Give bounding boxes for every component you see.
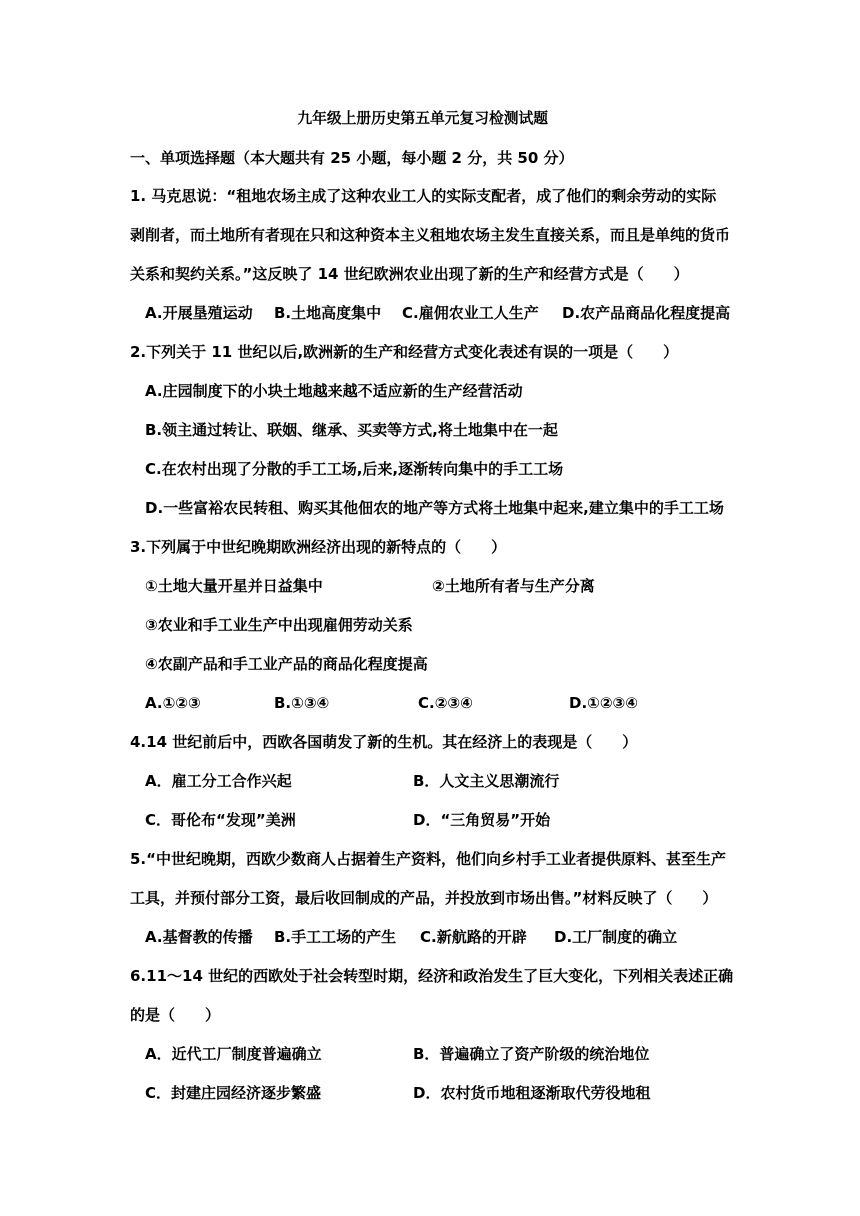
q6-stem-line-1: 6.11～14 世纪的西欧处于社会转型时期，经济和政治发生了巨大变化，下列相关表述正确 — [130, 967, 734, 985]
q4-option-d: D．“三角贸易”开始 — [413, 811, 551, 829]
section-heading: 一、单项选择题（本大题共有 25 小题，每小题 2 分，共 50 分） — [130, 149, 574, 167]
q5-option-c: C.新航路的开辟 — [420, 928, 527, 946]
q3-option-d: D.①②③④ — [569, 694, 638, 712]
q3-item-4: ④农副产品和手工业产品的商品化程度提高 — [145, 655, 428, 673]
q6-option-a: A．近代工厂制度普遍确立 — [145, 1045, 322, 1063]
q3-option-a: A.①②③ — [145, 694, 201, 712]
q1-option-d: D.农产品商品化程度提高 — [562, 304, 731, 322]
q6-stem-line-2: 的是（ ） — [130, 1006, 221, 1024]
q2-option-b: B.领主通过转让、联姻、继承、买卖等方式,将土地集中在一起 — [145, 421, 558, 439]
q3-option-b: B.①③④ — [274, 694, 330, 712]
q1-stem-line-2: 剥削者，而土地所有者现在只和这种资本主义租地农场主发生直接关系，而且是单纯的货币 — [130, 226, 731, 244]
q1-stem-line-3: 关系和契约关系。”这反映了 14 世纪欧洲农业出现了新的生产和经营方式是（ ） — [130, 265, 689, 283]
q2-option-c: C.在农村出现了分散的手工工场,后来,逐渐转向集中的手工工场 — [145, 460, 564, 478]
page-title: 九年级上册历史第五单元复习检测试题 — [297, 109, 549, 127]
q4-option-a: A．雇工分工合作兴起 — [145, 772, 292, 790]
q1-option-a: A.开展垦殖运动 — [145, 304, 253, 322]
q5-option-b: B.手工工场的产生 — [274, 928, 397, 946]
q6-option-d: D．农村货币地租逐渐取代劳役地租 — [413, 1084, 651, 1102]
q4-stem: 4.14 世纪前后中，西欧各国萌发了新的生机。其在经济上的表现是（ ） — [130, 733, 638, 751]
q1-option-c: C.雇佣农业工人生产 — [402, 304, 539, 322]
q3-item-3: ③农业和手工业生产中出现雇佣劳动关系 — [145, 616, 413, 634]
q3-item-1: ①土地大量开星并日益集中 — [145, 577, 323, 595]
q3-stem: 3.下列属于中世纪晚期欧洲经济出现的新特点的（ ） — [130, 538, 507, 556]
q2-option-d: D.一些富裕农民转租、购买其他佃农的地产等方式将土地集中起来,建立集中的手工工场 — [145, 499, 724, 517]
q5-option-d: D.工厂制度的确立 — [554, 928, 678, 946]
q6-option-b: B．普遍确立了资产阶级的统治地位 — [413, 1045, 650, 1063]
q4-option-b: B．人文主义思潮流行 — [413, 772, 560, 790]
q5-stem-line-2: 工具，并预付部分工资，最后收回制成的产品，并投放到市场出售。”材料反映了（ ） — [130, 889, 718, 907]
q5-option-a: A.基督教的传播 — [145, 928, 253, 946]
q3-option-c: C.②③④ — [418, 694, 473, 712]
q6-option-c: C．封建庄园经济逐步繁盛 — [145, 1084, 322, 1102]
q2-stem: 2.下列关于 11 世纪以后,欧洲新的生产和经营方式变化表述有误的一项是（ ） — [130, 343, 679, 361]
q1-option-b: B.土地高度集中 — [274, 304, 382, 322]
q1-stem-line-1: 1. 马克思说：“租地农场主成了这种农业工人的实际支配者，成了他们的剩余劳动的实际 — [130, 187, 717, 205]
q5-stem-line-1: 5.“中世纪晚期，西欧少数商人占据着生产资料，他们向乡村手工业者提供原料、甚至生产 — [130, 850, 726, 868]
q2-option-a: A.庄园制度下的小块土地越来越不适应新的生产经营活动 — [145, 382, 523, 400]
q3-item-2: ②土地所有者与生产分离 — [432, 577, 595, 595]
q4-option-c: C．哥伦布“发现”美洲 — [145, 811, 296, 829]
